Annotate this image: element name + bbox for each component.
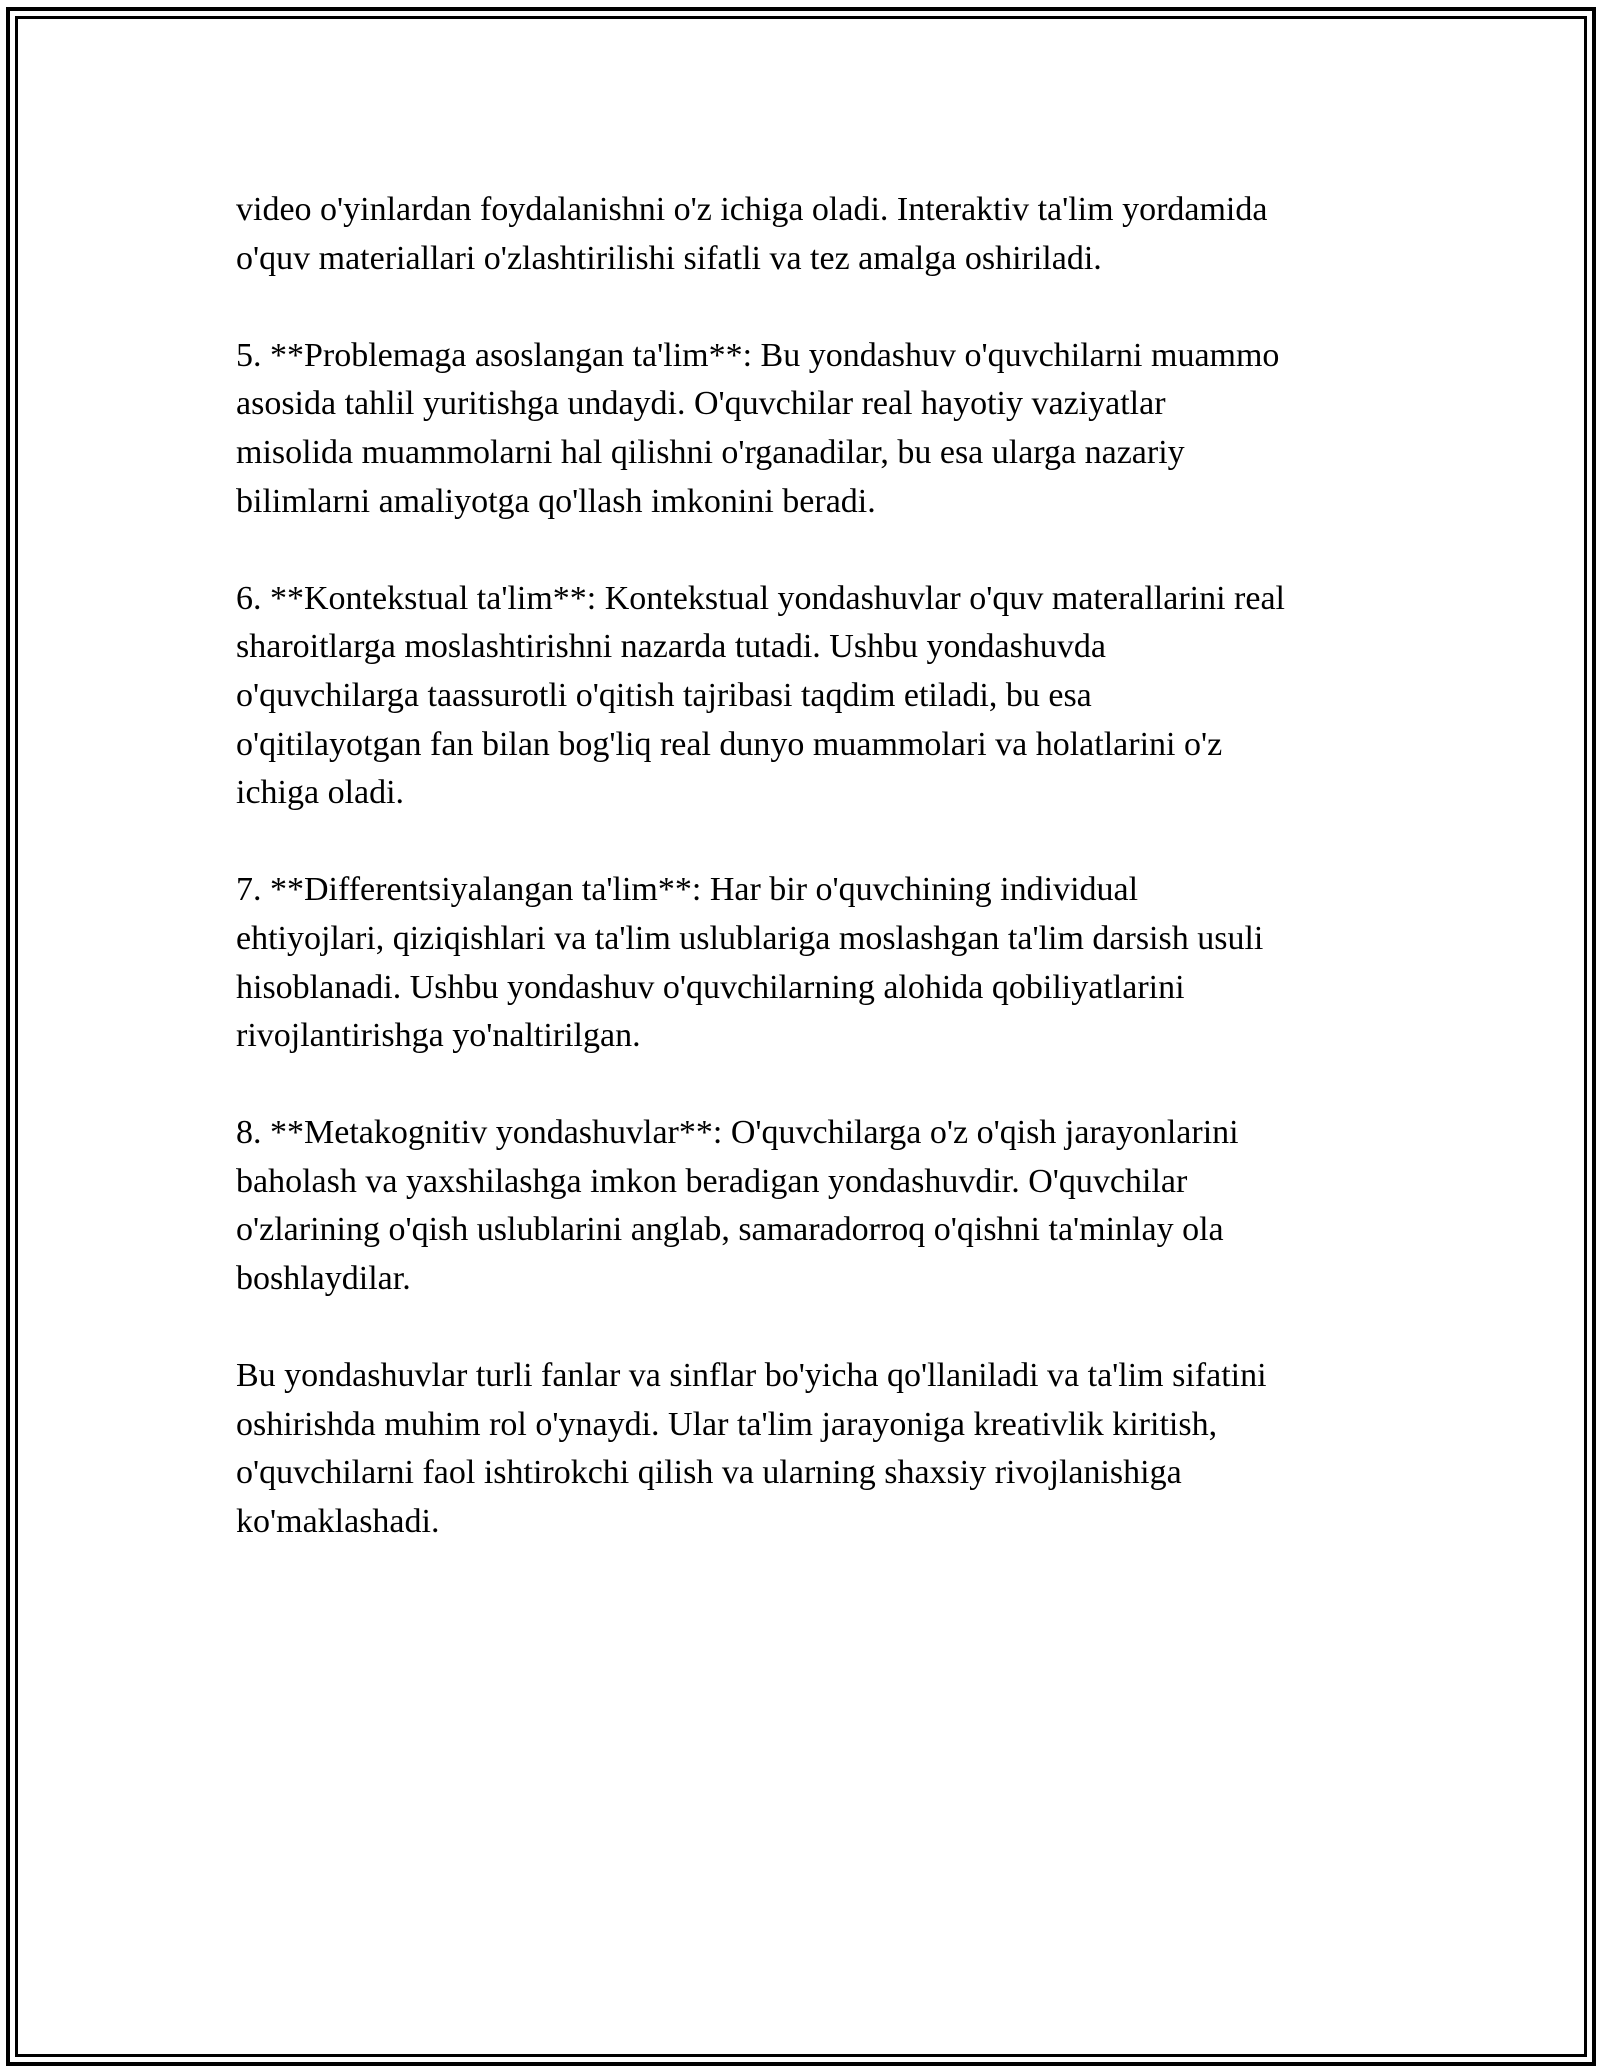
text-line: misolida muammolarni hal qilishni o'rganadilar, bu esa ularga nazariy	[236, 433, 1185, 471]
text-line: 7. **Differentsiyalangan ta'lim**: Har bir o'quvchining individual	[236, 871, 1139, 909]
text-line: oshirishda muhim rol o'ynaydi. Ular ta'lim jarayoniga kreativlik kiritish,	[236, 1405, 1218, 1443]
paragraph-item-5	[236, 332, 1416, 526]
text-line: ko'maklashadi.	[236, 1503, 440, 1541]
text-line: asosida tahlil yuritishga undaydi. O'quvchilar real hayotiy vaziyatlar	[236, 385, 1166, 423]
text-line: ehtiyojlari, qiziqishlari va ta'lim uslublariga moslashgan ta'lim darsish usuli	[236, 919, 1264, 957]
text-line: boshlaydilar.	[236, 1260, 411, 1298]
text-line: 5. **Problemaga asoslangan ta'lim**: Bu yondashuv o'quvchilarni muammo	[236, 336, 1280, 374]
text-line: 8. **Metakognitiv yondashuvlar**: O'quvchilarga o'z o'qish jarayonlarini	[236, 1114, 1239, 1152]
text-line: o'quvchilarga taassurotli o'qitish tajribasi taqdim etiladi, bu esa	[236, 676, 1092, 714]
text-line: Bu yondashuvlar turli fanlar va sinflar bo'yicha qo'llaniladi va ta'lim sifatini	[236, 1357, 1267, 1395]
text-line: o'zlarining o'qish uslublarini anglab, samaradorroq o'qishni ta'minlay ola	[236, 1211, 1224, 1249]
paragraph-interactive-continuation	[236, 186, 1416, 283]
text-line: o'quv materiallari o'zlashtirilishi sifatli va tez amalga oshiriladi.	[236, 239, 1102, 277]
text-line: hisoblanadi. Ushbu yondashuv o'quvchilarning alohida qobiliyatlarini	[236, 968, 1185, 1006]
text-line: baholash va yaxshilashga imkon beradigan yondashuvdir. O'quvchilar	[236, 1162, 1188, 1200]
paragraph-item-6	[236, 575, 1416, 818]
paragraph-conclusion	[236, 1352, 1416, 1546]
text-line: o'qitilayotgan fan bilan bog'liq real dunyo muammolari va holatlarini o'z	[236, 725, 1223, 763]
text-line: rivojlantirishga yo'naltirilgan.	[236, 1017, 641, 1055]
text-line: o'quvchilarni faol ishtirokchi qilish va ularning shaxsiy rivojlanishiga	[236, 1454, 1182, 1492]
text-line: sharoitlarga moslashtirishni nazarda tutadi. Ushbu yondashuvda	[236, 628, 1106, 666]
text-line: ichiga oladi.	[236, 774, 405, 812]
paragraph-item-7	[236, 866, 1416, 1060]
text-line: bilimlarni amaliyotga qo'llash imkonini beradi.	[236, 482, 876, 520]
document-body	[236, 186, 1416, 1595]
text-line: video o'yinlardan foydalanishni o'z ichiga oladi. Interaktiv ta'lim yordamida	[236, 191, 1268, 228]
text-line: 6. **Kontekstual ta'lim**: Kontekstual yondashuvlar o'quv materallarini real	[236, 579, 1286, 617]
paragraph-item-8	[236, 1109, 1416, 1303]
